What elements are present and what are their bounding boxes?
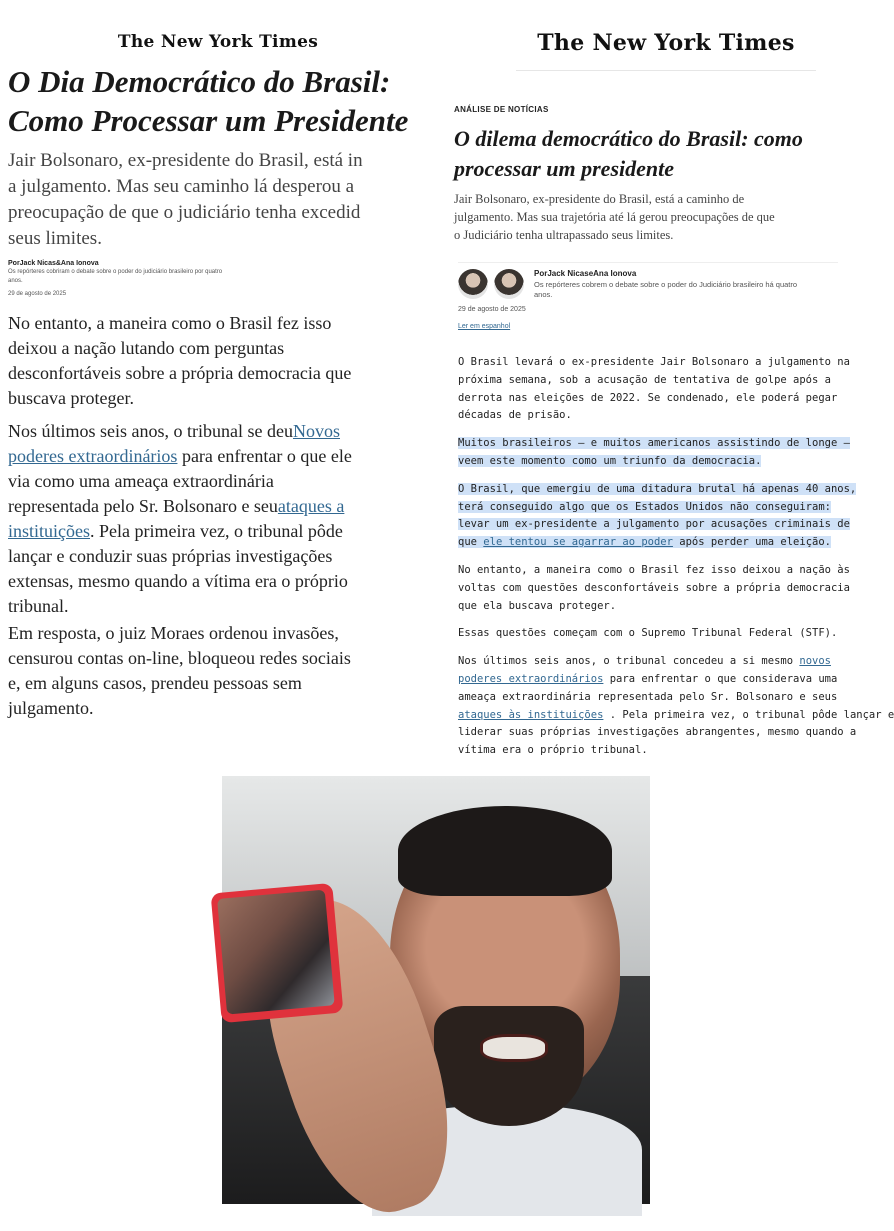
body-text: para enfrentar o que ele bbox=[177, 446, 352, 466]
link-ataques-instituicoes[interactable]: ataques às instituições bbox=[458, 708, 604, 721]
body-line bbox=[458, 671, 860, 689]
link-novos[interactable]: novos bbox=[799, 655, 831, 668]
body-text: Nos últimos seis anos, o tribunal se deu bbox=[8, 421, 293, 441]
link-ataques[interactable]: ataques a bbox=[277, 496, 345, 516]
photo-man-hair bbox=[398, 806, 612, 896]
body-line bbox=[458, 481, 860, 499]
photo-man-beard bbox=[434, 1006, 584, 1126]
body-line: vítima era o próprio tribunal. bbox=[458, 744, 648, 757]
author-avatar[interactable] bbox=[458, 269, 488, 299]
right-paragraph-1 bbox=[458, 354, 860, 425]
news-analysis-kicker: ANÁLISE DE NOTÍCIAS bbox=[454, 105, 549, 114]
body-line: No entanto, a maneira como o Brasil fez isso bbox=[8, 313, 332, 333]
right-paragraph-4 bbox=[458, 562, 860, 615]
nyt-masthead-right: The New York Times bbox=[516, 30, 816, 71]
right-byline[interactable]: PorJack NicaseAna Ionova bbox=[534, 269, 637, 278]
link-agarrar-ao-poder[interactable]: ele tentou se agarrar ao poder bbox=[483, 536, 673, 549]
photo-smartphone bbox=[211, 883, 344, 1023]
highlighted-text: veem este momento como um triunfo da democracia. bbox=[458, 454, 762, 467]
body-text: para enfrentar o que considerava uma bbox=[603, 672, 838, 685]
body-line bbox=[8, 494, 436, 519]
author-block bbox=[458, 262, 838, 300]
photo-phone-screen bbox=[217, 890, 335, 1015]
byline-wrap bbox=[534, 269, 804, 300]
read-in-spanish-link[interactable]: Ler em espanhol bbox=[458, 323, 511, 330]
left-headline bbox=[8, 62, 436, 140]
headline-line: processar um presidente bbox=[454, 156, 674, 181]
body-line: via como uma ameaça extraordinária bbox=[8, 471, 274, 491]
nyt-masthead-left: The New York Times bbox=[117, 32, 319, 52]
body-line: extensas, mesmo quando a vítima era o próprio bbox=[8, 571, 348, 591]
dek-line: seus limites. bbox=[8, 228, 102, 249]
highlighted-text: levar um ex-presidente a julgamento por acusações criminais de bbox=[458, 518, 850, 531]
link-poderes-extraordinarios[interactable]: poderes extraordinários bbox=[8, 446, 178, 466]
body-line bbox=[458, 453, 860, 471]
dek-line: Jair Bolsonaro, ex-presidente do Brasil, está a caminho de bbox=[454, 192, 745, 206]
right-paragraph-5: Essas questões começam com o Supremo Tribunal Federal (STF). bbox=[458, 627, 838, 640]
left-paragraph-3 bbox=[8, 621, 436, 721]
link-novos[interactable]: Novos bbox=[292, 421, 340, 441]
dek-line: a julgamento. Mas seu caminho lá desperou a bbox=[8, 176, 355, 197]
body-line bbox=[458, 435, 860, 453]
body-line: No entanto, a maneira como o Brasil fez isso deixou a nação às bbox=[458, 563, 850, 576]
left-date: 29 de agosto de 2025 bbox=[8, 291, 67, 297]
left-paragraph-1 bbox=[8, 311, 436, 411]
headline-line: O Dia Democrático do Brasil: bbox=[8, 64, 391, 99]
highlighted-text: que bbox=[458, 536, 484, 549]
body-line: voltas com questões desconfortáveis sobre a própria democracia bbox=[458, 581, 850, 594]
body-line: lançar e conduzir suas próprias investigações bbox=[8, 546, 333, 566]
body-line bbox=[458, 707, 894, 725]
body-line bbox=[458, 499, 860, 517]
highlighted-text: Muitos brasileiros — e muitos americanos assistindo de longe — bbox=[458, 437, 850, 450]
body-line bbox=[458, 516, 860, 534]
body-line: julgamento. bbox=[8, 698, 94, 718]
body-line bbox=[8, 419, 436, 444]
right-paragraph-6 bbox=[458, 653, 894, 760]
body-line bbox=[8, 519, 436, 544]
body-line: Em resposta, o juiz Moraes ordenou invasões, bbox=[8, 623, 339, 643]
body-line bbox=[8, 444, 436, 469]
highlighted-text: O Brasil, que emergiu de uma ditadura brutal há apenas 40 anos, bbox=[458, 482, 857, 495]
body-text: . Pela primeira vez, o tribunal pôde bbox=[90, 521, 343, 541]
body-line: deixou a nação lutando com perguntas bbox=[8, 338, 285, 358]
body-line: décadas de prisão. bbox=[458, 409, 572, 422]
body-line: ameaça extraordinária representada pelo Sr. Bolsonaro e seus bbox=[458, 690, 838, 703]
right-paragraph-3-highlighted bbox=[458, 481, 860, 552]
circular-photo bbox=[222, 776, 650, 1204]
headline-line: Como Processar um Presidente bbox=[8, 103, 409, 138]
body-line: próxima semana, sob a acusação de tentativa de golpe após a bbox=[458, 373, 831, 386]
body-line: que ela buscava proteger. bbox=[458, 599, 617, 612]
dek-line: Jair Bolsonaro, ex-presidente do Brasil, está in bbox=[8, 150, 363, 171]
left-article-screenshot bbox=[0, 0, 436, 790]
body-text: representada pelo Sr. Bolsonaro e seu bbox=[8, 496, 278, 516]
body-line: e, em alguns casos, prendeu pessoas sem bbox=[8, 673, 302, 693]
highlighted-text: terá conseguido algo que os Estados Unidos não conseguiram: bbox=[458, 500, 831, 513]
right-byline-note: Os repórteres cobrem o debate sobre o poder do Judiciário brasileiro há quatro anos. bbox=[534, 280, 798, 299]
dek-line: preocupação de que o judiciário tenha excedid bbox=[8, 202, 361, 223]
body-line: censurou contas on-line, bloqueou redes sociais bbox=[8, 648, 351, 668]
right-article-screenshot bbox=[446, 0, 894, 790]
body-text: . Pela primeira vez, o tribunal pôde lançar e bbox=[603, 708, 894, 721]
body-line: desconfortáveis sobre a própria democracia que bbox=[8, 363, 352, 383]
left-byline-note: Os repórteres cobriram o debate sobre o poder do judiciário brasileiro por quatro anos. bbox=[8, 269, 223, 284]
left-byline[interactable]: PorJack Nicas&Ana Ionova bbox=[8, 260, 99, 267]
right-paragraph-2-highlighted bbox=[458, 435, 860, 471]
right-dek bbox=[454, 190, 860, 244]
photo-man-mouth bbox=[480, 1034, 548, 1062]
left-dek bbox=[8, 148, 436, 252]
link-instituicoes[interactable]: instituições bbox=[8, 521, 90, 541]
body-line bbox=[458, 653, 860, 671]
body-line: derrota nas eleições de 2022. Se condenado, ele poderá pegar bbox=[458, 391, 838, 404]
body-line: tribunal. bbox=[8, 596, 69, 616]
left-paragraph-2 bbox=[8, 419, 436, 619]
link-poderes-extraordinarios[interactable]: poderes extraordinários bbox=[458, 672, 604, 685]
right-headline bbox=[454, 124, 860, 184]
dek-line: julgamento. Mas sua trajetória até lá gerou preocupações de que bbox=[454, 210, 775, 224]
right-date: 29 de agosto de 2025 bbox=[458, 306, 526, 313]
author-avatar[interactable] bbox=[494, 269, 524, 299]
dek-line: o Judiciário tenha ultrapassado seus limites. bbox=[454, 228, 674, 242]
headline-line: O dilema democrático do Brasil: como bbox=[454, 126, 803, 151]
body-text: Nos últimos seis anos, o tribunal concedeu a si mesmo bbox=[458, 655, 800, 668]
body-line bbox=[458, 534, 860, 552]
body-line: liderar suas próprias investigações abrangentes, mesmo quando a bbox=[458, 726, 857, 739]
body-line: O Brasil levará o ex-presidente Jair Bolsonaro a julgamento na bbox=[458, 356, 850, 368]
body-line: buscava proteger. bbox=[8, 388, 134, 408]
highlighted-text: após perder uma eleição. bbox=[672, 536, 831, 549]
